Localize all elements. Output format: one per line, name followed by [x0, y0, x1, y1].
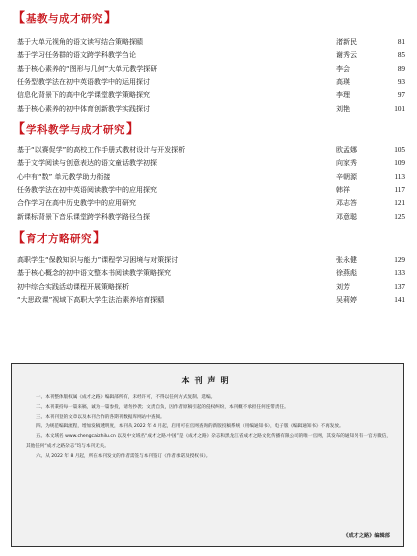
toc-page: 85 [397, 51, 405, 60]
toc-row[interactable] [17, 49, 405, 62]
toc-page: 93 [397, 78, 405, 87]
toc-author: 李会 [336, 64, 350, 73]
section-heading-3 [12, 232, 106, 246]
bracket-left-icon: 【 [12, 11, 26, 26]
toc-author: 刘芳 [336, 282, 350, 291]
notice-paragraph: 五、本文域名 www.chengcaizhilu.cn 以及中文域名“成才之路.中国”是《成才之路》杂志和黑龙江省成才之路文化传播有限公司的唯一官网，其发布的通知另有一官方微信，其他任何“成才之路杂志”均与本刊无关。 [26, 434, 391, 449]
toc-title: 基于“以赛促学”的高校工作手册式教材设计与开发探析 [17, 146, 186, 155]
toc-row[interactable] [17, 171, 405, 184]
toc-title: 信息化背景下的高中化学课堂教学策略探究 [17, 91, 150, 100]
bracket-left-icon: 【 [12, 231, 26, 246]
toc-author: 邓志答 [336, 199, 357, 208]
section-title: 育才方略研究 [26, 233, 93, 245]
toc-author: 渚新民 [336, 38, 357, 47]
section-heading-2 [12, 123, 139, 137]
toc-author: 高瑛 [336, 78, 350, 87]
toc-title: 基于学习任务群的语文跨学科教学刍论 [17, 51, 136, 60]
toc-title: 基于核心概念的初中语文整本书阅读教学策略探究 [17, 269, 171, 278]
toc-title: “大思政课”视域下高职大学生法治素养培育探赜 [17, 296, 165, 305]
toc-row[interactable] [17, 36, 405, 49]
toc-list-2 [17, 144, 405, 224]
toc-author: 韩祥 [336, 186, 350, 195]
notice-paragraph: 二、本刊秉持每一篇来稿，诚为一篇参投，请勿抄袭；文责自负，因作者原稿引起的侵权纠纷，本刊概不承担任何连带责任。 [36, 404, 289, 410]
section-heading-1 [12, 12, 117, 26]
toc-row[interactable] [17, 210, 405, 223]
toc-row[interactable] [17, 89, 405, 102]
toc-author: 向家秀 [336, 159, 357, 168]
toc-title: 基于核心素养的“图形与几何”大单元教学探研 [17, 64, 158, 73]
toc-author: 吴莉婷 [336, 296, 357, 305]
toc-author: 辛朝源 [336, 172, 357, 181]
notice-title: 本刊声明 [181, 376, 234, 385]
toc-title: 心中有“数” 单元教学助力衔接 [17, 172, 111, 181]
toc-list-3 [17, 254, 405, 307]
section-title: 基教与成才研究 [26, 13, 104, 25]
toc-title: 高职学生“保教知识与能力”课程学习困境与对策探讨 [17, 256, 179, 265]
toc-title: 任务教学法在初中英语阅读教学中的应用探究 [17, 186, 157, 195]
toc-page: 121 [394, 199, 405, 208]
toc-title: 任务型教学法在初中英语教学中的运用探讨 [17, 78, 150, 87]
toc-page: 89 [397, 64, 405, 73]
section-title: 学科教学与成才研究 [26, 124, 126, 136]
notice-paragraph: 三、本刊刊登的文章以及本刊合作的各期刊数据库网站中查阅。 [36, 414, 165, 420]
toc-row[interactable] [17, 281, 405, 294]
toc-row[interactable] [17, 63, 405, 76]
notice-paragraph: 六、从 2022 年 8 月起，所在本刊发文的作者需签与本刊签订《作者承诺及授权书》。 [36, 453, 211, 459]
toc-page: 141 [394, 296, 405, 305]
toc-row[interactable] [17, 184, 405, 197]
toc-title: 基于文学阅读与创意表达的语文童话教学初探 [17, 159, 157, 168]
notice-body [26, 393, 391, 462]
toc-row[interactable] [17, 254, 405, 267]
toc-page: 125 [394, 212, 405, 221]
toc-title: 基于大单元视角的语文读写结合策略探赜 [17, 38, 143, 47]
toc-list-1 [17, 36, 405, 116]
toc-page: 117 [394, 186, 405, 195]
notice-paragraph: 一、本刊整体版权属《成才之路》编辑部所有，未经许可，不得以任何方式复制、选编。 [36, 395, 216, 400]
toc-page: 137 [394, 282, 405, 291]
notice-signature: 《成才之路》编辑部 [343, 533, 390, 539]
toc-page: 105 [394, 146, 405, 155]
toc-page: 81 [397, 38, 405, 47]
toc-author: 欧孟娜 [336, 146, 357, 155]
toc-page: 109 [394, 159, 405, 168]
toc-row[interactable] [17, 294, 405, 307]
toc-page: 97 [397, 91, 405, 100]
notice-paragraph: 四、为规范编辑流程，增加发稿透明度，本刊从 2022 年 4 月起，启用可在官网查询的新版投稿系统（用编通知书），电子版《编辑通知书》不再发放。 [36, 424, 344, 430]
toc-author: 邓意聪 [336, 212, 357, 221]
bracket-right-icon: 】 [104, 11, 118, 26]
toc-author: 谢秀云 [336, 51, 357, 60]
toc-page: 113 [394, 172, 405, 181]
toc-author: 张永健 [336, 256, 357, 265]
journal-notice-box [11, 363, 404, 547]
toc-author: 徐燕彪 [336, 269, 357, 278]
bracket-right-icon: 】 [93, 231, 107, 246]
toc-row[interactable] [17, 102, 405, 115]
toc-title: 合作学习在高中历史教学中的应用研究 [17, 199, 136, 208]
bracket-left-icon: 【 [12, 122, 26, 137]
toc-page: 129 [394, 256, 405, 265]
toc-page: 101 [394, 104, 405, 113]
toc-row[interactable] [17, 267, 405, 280]
toc-row[interactable] [17, 197, 405, 210]
toc-title: 基于核心素养的初中体育创新教学实践探讨 [17, 104, 150, 113]
bracket-right-icon: 】 [126, 122, 140, 137]
toc-title: 新课标背景下音乐课堂跨学科教学路径刍探 [17, 212, 150, 221]
toc-title: 初中综合实践活动课程开展策略探析 [17, 282, 129, 291]
toc-page: 133 [394, 269, 405, 278]
toc-row[interactable] [17, 144, 405, 157]
toc-row[interactable] [17, 76, 405, 89]
toc-row[interactable] [17, 157, 405, 170]
toc-author: 李理 [336, 91, 350, 100]
toc-author: 刘艳 [336, 104, 350, 113]
